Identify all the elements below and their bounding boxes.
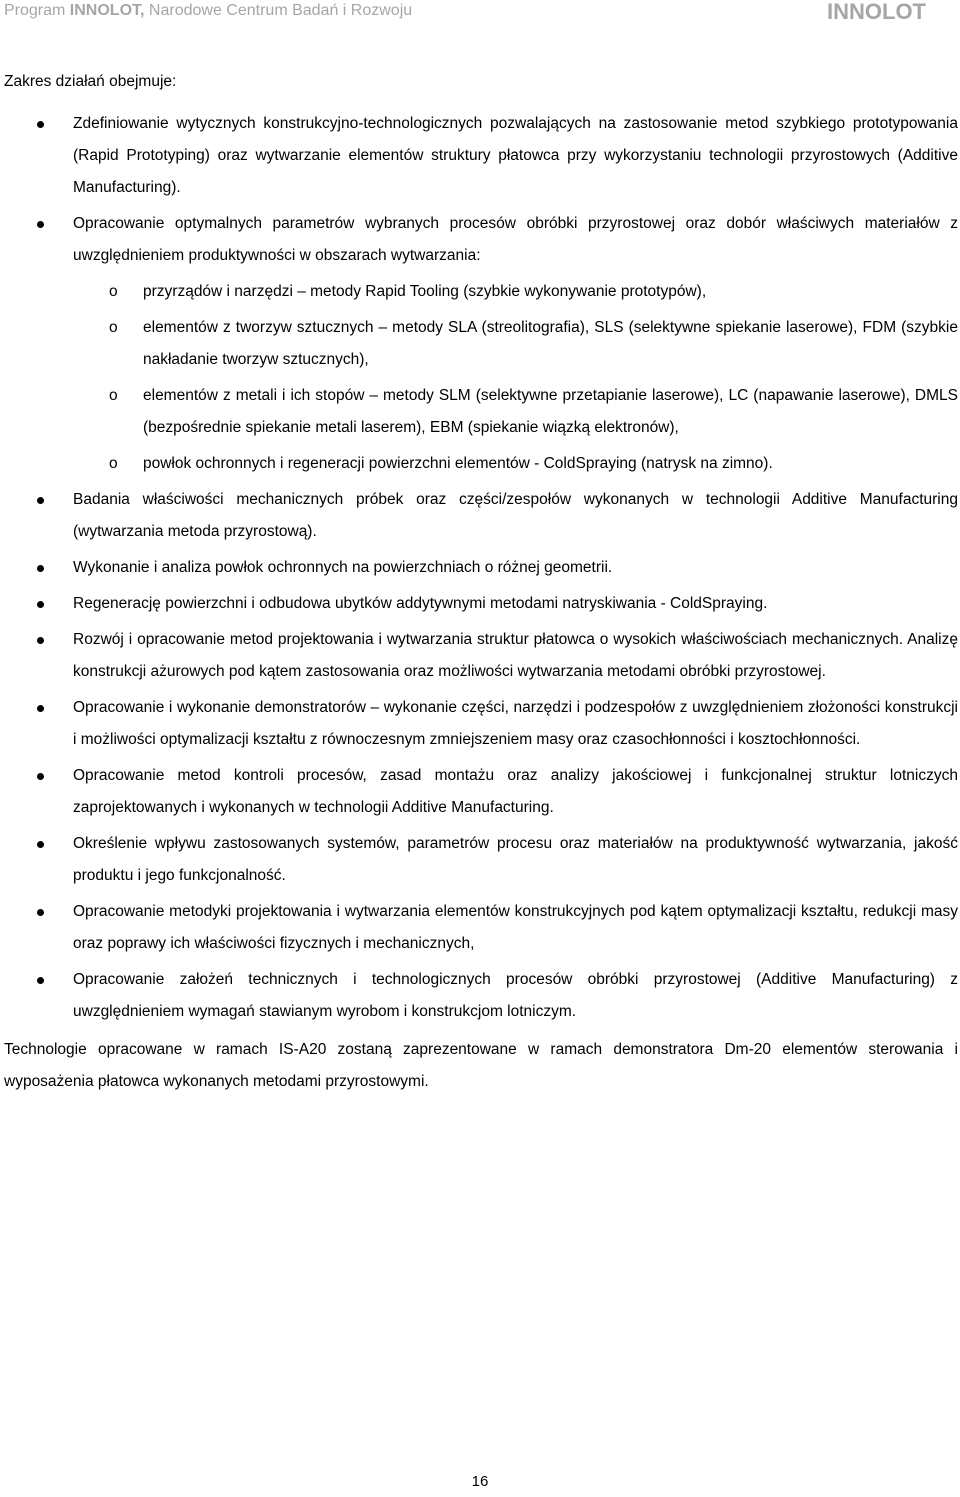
list-item: Regenerację powierzchni i odbudowa ubytków addytywnymi metodami natryskiwania - ColdSpraying.: [4, 588, 958, 620]
list-item: Wykonanie i analiza powłok ochronnych na powierzchniach o różnej geometrii.: [4, 552, 958, 584]
sub-list-item: o przyrządów i narzędzi – metody Rapid Tooling (szybkie wykonywanie prototypów),: [71, 276, 958, 308]
sub-list-item: o elementów z tworzyw sztucznych – metody SLA (streolitografia), SLS (selektywne spiekanie laserowe), FDM (szybkie nakładanie tworzyw sztucznych),: [71, 312, 958, 376]
list-item: Zdefiniowanie wytycznych konstrukcyjno-technologicznych pozwalających na zastosowanie metod szybkiego prototypowania (Rapid Prototyping) oraz wytwarzanie elementów struktury płatowca przy wykorzystaniu technologii przyrostowych (Additive Manufacturing).: [4, 108, 958, 204]
list-item: Opracowanie metod kontroli procesów, zasad montażu oraz analizy jakościowej i funkcjonalnej struktur lotniczych zaprojektowanych i wykonanych w technologii Additive Manufacturing.: [4, 760, 958, 824]
list-item: Określenie wpływu zastosowanych systemów, parametrów procesu oraz materiałów na produktywność wytwarzania, jakość produktu i jego funkcjonalność.: [4, 828, 958, 892]
list-item: [4, 208, 958, 480]
header-logo-text: INNOLOT: [827, 0, 926, 24]
list-item: Rozwój i opracowanie metod projektowania i wytwarzania struktur płatowca o wysokich właściwościach mechanicznych. Analizę konstrukcji ażurowych pod kątem zastosowania oraz możliwości wytwarzania metodami obróbki przyrostowej.: [4, 624, 958, 688]
list-item-text: Opracowanie optymalnych parametrów wybranych procesów obróbki przyrostowej oraz dobór właściwych materiałów z uwzględnieniem produktywności w obszarach wytwarzania:: [73, 215, 958, 264]
scope-list: [4, 108, 958, 1028]
header-prefix: Program: [4, 2, 70, 19]
page-number: 16: [471, 1473, 489, 1490]
sub-list-item: o elementów z metali i ich stopów – metody SLM (selektywne przetapianie laserowe), LC (napawanie laserowe), DMLS (bezpośrednie spiekanie metali laserem), EBM (spiekanie wiązką elektronów),: [71, 380, 958, 444]
list-item: Opracowanie i wykonanie demonstratorów – wykonanie części, narzędzi i podzespołów z uwzględnieniem złożoności konstrukcji i możliwości optymalizacji kształtu z równoczesnym zmniejszeniem masy oraz czasochłonności i kosztochłonności.: [4, 692, 958, 756]
list-item: Opracowanie założeń technicznych i technologicznych procesów obróbki przyrostowej (Additive Manufacturing) z uwzględnieniem wymagań stawianym wyrobom i konstrukcjom lotniczym.: [4, 964, 958, 1028]
header-program-title: [4, 2, 412, 20]
header-bold: INNOLOT,: [69, 2, 145, 19]
intro-text: Zakres działań obejmuje:: [4, 73, 177, 90]
page-header: [4, 0, 960, 32]
list-item: Opracowanie metodyki projektowania i wytwarzania elementów konstrukcyjnych pod kątem optymalizacji kształtu, redukcji masy oraz poprawy ich właściwości fizycznych i mechanicznych,: [4, 896, 958, 960]
document-body: [4, 66, 958, 1098]
sub-list-item: o powłok ochronnych i regeneracji powierzchni elementów - ColdSpraying (natrysk na zimno).: [71, 448, 958, 480]
closing-paragraph: Technologie opracowane w ramach IS-A20 zostaną zaprezentowane w ramach demonstratora Dm-20 elementów sterowania i wyposażenia płatowca wykonanych metodami przyrostowymi.: [4, 1041, 958, 1090]
sub-list: [73, 276, 958, 480]
list-item: Badania właściwości mechanicznych próbek oraz części/zespołów wykonanych w technologii Additive Manufacturing (wytwarzania metoda przyrostową).: [4, 484, 958, 548]
header-suffix: Narodowe Centrum Badań i Rozwoju: [144, 2, 413, 19]
